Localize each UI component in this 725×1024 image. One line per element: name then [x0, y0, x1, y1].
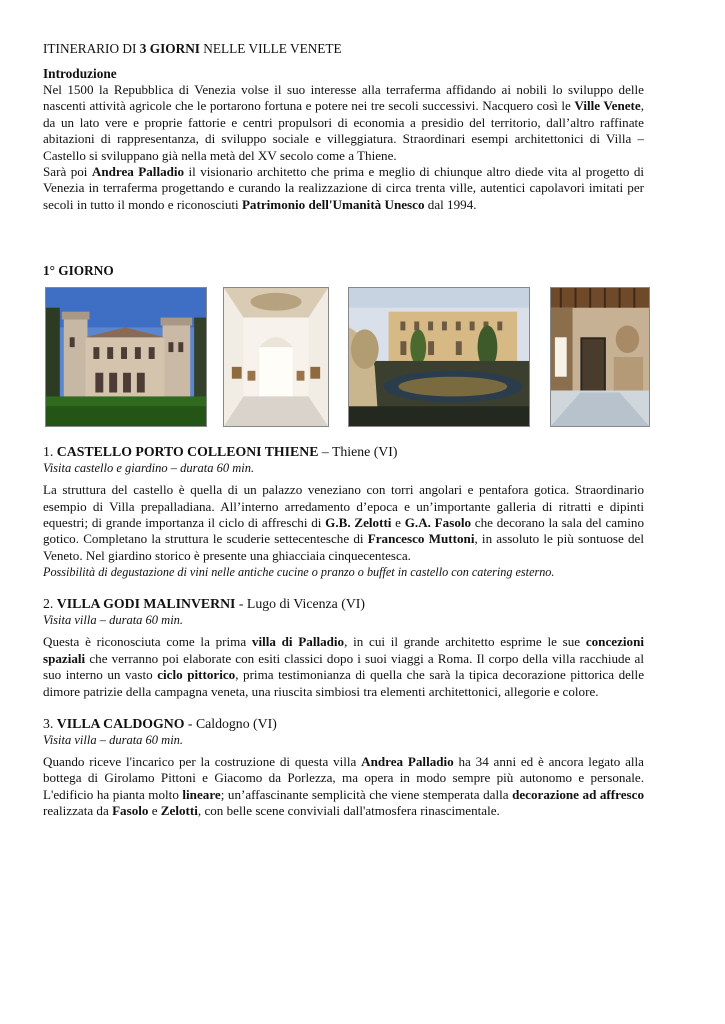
- stop-3-title: 3. VILLA CALDOGNO - Caldogno (VI): [43, 715, 277, 731]
- photo-strip: [43, 287, 644, 429]
- stop-1-description: La struttura del castello è quella di un palazzo veneziano con torri angolari e pentafora gotica. Straordinario esempio di Villa prepalladiana. All’interno arredamento d’epoca e un’importante galleria di ritratti e dipinti equestri; di grande importanza il ciclo di affreschi di G.B. Zelotti e G.A. Fasolo che decorano la sala del camino gotico. Completano la struttura le scuderie settecentesche di Francesco Muttoni, in assoluto le più sontuose del Veneto. Nel giardino storico è presente una ghiacciaia cinquecentesca.: [43, 482, 645, 563]
- villa-garden-photo: [348, 287, 530, 427]
- intro-heading: Introduzione: [43, 66, 117, 81]
- document-page: [43, 40, 644, 820]
- day-heading: 1° GIORNO: [43, 263, 114, 279]
- stop-2-visit: Visita villa – durata 60 min.: [43, 613, 184, 628]
- stop-1-note: Possibilità di degustazione di vini nelle antiche cucine o pranzo o buffet in castello con catering esterno.: [43, 565, 555, 580]
- stop-1-title: 1. CASTELLO PORTO COLLEONI THIENE – Thiene (VI): [43, 444, 398, 460]
- intro-paragraph-2: Sarà poi Andrea Palladio il visionario architetto che prima e meglio di chiunque altro diede vita al progetto di Venezia in terraferma progettando e curando la realizzazione di circa trenta ville, autentici capolavori imitati per secoli in tutto il mondo e riconosciuti Patrimonio dell'Umanità Unesco dal 1994.: [43, 164, 645, 212]
- stop-2-title: 2. VILLA GODI MALINVERNI - Lugo di Vicenza (VI): [43, 596, 365, 612]
- stop-1-visit: Visita castello e giardino – durata 60 min.: [43, 461, 255, 476]
- hall-photo: [223, 287, 329, 427]
- fresco-room-photo: [550, 287, 650, 427]
- stop-3-description: Quando riceve l'incarico per la costruzione di questa villa Andrea Palladio ha 34 anni ed è ancora legato alla bottega di Girolamo Pittoni e Giacomo da Porlezza, ma opera in modo sempre più autonomo e personale. L'edificio ha pianta molto lineare; un’affascinante semplicità che viene stemperata dalla decorazione ad affresco realizzata da Fasolo e Zelotti, con belle scene conviviali dall'atmosfera rinascimentale.: [43, 753, 644, 819]
- castle-photo: [45, 287, 207, 427]
- document-title: ITINERARIO DI 3 GIORNI NELLE VILLE VENETE: [43, 41, 342, 56]
- stop-3-visit: Visita villa – durata 60 min.: [43, 732, 184, 747]
- intro-paragraph-1: Nel 1500 la Repubblica di Venezia volse il suo interesse alla terraferma affidando ai nobili lo sviluppo delle nascenti attività agricole che le portarono fortuna e potere nei tre secoli successivi. Nacquero così le Ville Venete, da un lato vere e proprie fattorie e centri propulsori di economia a presidio del territorio, dall’altro raffinate abitazioni di rappresentanza, di sviluppo sociale e villeggiatura. Straordinari esempi architettonici di Villa – Castello si sviluppano già nella metà del XV secolo come a Thiene.: [43, 82, 645, 163]
- stop-2-description: Questa è riconosciuta come la prima villa di Palladio, in cui il grande architetto esprime le sue concezioni spaziali che verranno poi elaborate con esiti classici dopo i suoi viaggi a Roma. Il corpo della villa racchiude al suo interno un vasto ciclo pittorico, prima testimonianza di quella che sarà la tipica decorazione pittorica delle dimore patrizie della campagna veneta, una riuscita simbiosi tra elementi architettonici, allegorie e colore.: [43, 634, 645, 699]
